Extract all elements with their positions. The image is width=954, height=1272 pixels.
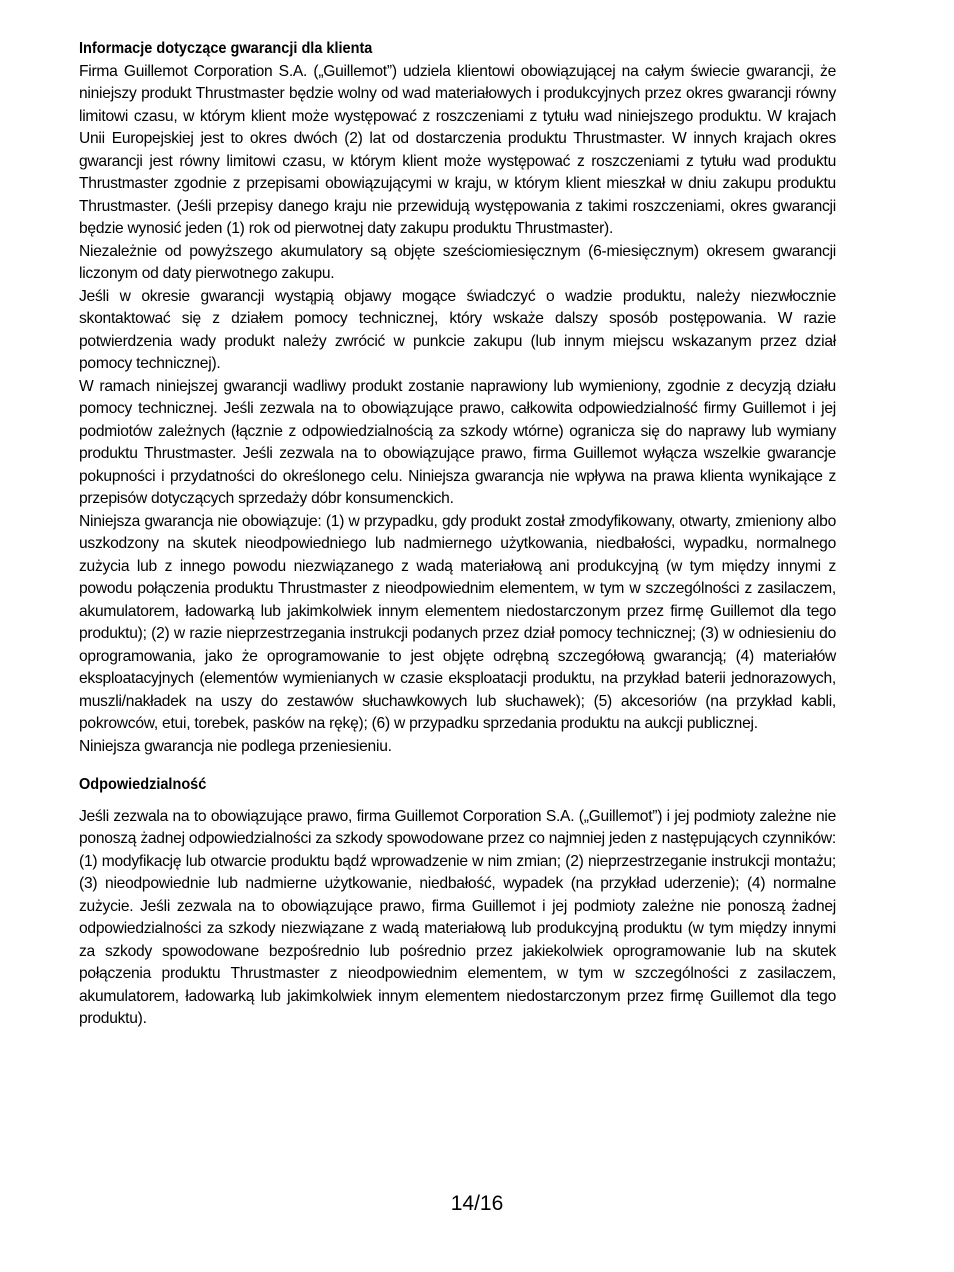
warranty-paragraph-2: Niezależnie od powyższego akumulatory są objęte sześciomiesięcznym (6-miesięcznym) okresem gwarancji liczonym od daty pierwotnego zakupu. — [79, 242, 836, 282]
warranty-paragraph-6: Niniejsza gwarancja nie podlega przeniesieniu. — [79, 737, 392, 755]
warranty-section — [79, 38, 836, 758]
section-spacer — [79, 758, 836, 774]
warranty-paragraph-1: Firma Guillemot Corporation S.A. („Guillemot”) udziela klientowi obowiązującej na całym świecie gwarancji, że niniejszy produkt Thrustmaster będzie wolny od wad materiałowych i produkcyjnych przez okres gwarancji równy limitowi czasu, w którym klient może występować z roszczeniami z tytułu wad niniejszego produktu. W krajach Unii Europejskiej jest to okres dwóch (2) lat od dostarczenia produktu Thrustmaster. W innych krajach okres gwarancji jest równy limitowi czasu, w którym klient może występować z roszczeniami z tytułu wad produktu Thrustmaster zgodnie z przepisami obowiązującymi w kraju, w którym klient mieszkał w dniu zakupu produktu Thrustmaster. (Jeśli przepisy danego kraju nie przewidują występowania z takimi roszczeniami, okres gwarancji będzie wynosić jeden (1) rok od pierwotnej daty zakupu produktu Thrustmaster). — [79, 62, 836, 237]
warranty-paragraph-5: Niniejsza gwarancja nie obowiązuje: (1) w przypadku, gdy produkt został zmodyfikowany, otwarty, zmieniony albo uszkodzony na skutek nieodpowiedniego lub nadmiernego użytkowania, niedbałości, wypadku, normalnego zużycia lub z innego powodu niezwiązanego z wadą materiałową ani produkcyjną (w tym między innymi z powodu połączenia produktu Thrustmaster z nieodpowiednim elementem, w tym w szczególności z zasilaczem, akumulatorem, ładowarką lub jakimkolwiek innym elementem niedostarczonym przez firmę Guillemot dla tego produktu); (2) w razie nieprzestrzegania instrukcji podanych przez dział pomocy technicznej; (3) w odniesieniu do oprogramowania, jako że oprogramowanie to jest objęte odrębną szczegółową gwarancją; (4) materiałów eksploatacyjnych (elementów wymienianych w czasie eksploatacji produktu, na przykład baterii jednorazowych, muszli/nakładek na uszy do zestawów słuchawkowych lub słuchawek); (5) akcesoriów (na przykład kabli, pokrowców, etui, torebek, pasków na rękę); (6) w przypadku sprzedania produktu na aukcji publicznej. — [79, 512, 836, 732]
heading-spacer — [79, 797, 836, 806]
document-page — [79, 38, 836, 1031]
liability-section — [79, 774, 836, 1031]
liability-paragraph-1: Jeśli zezwala na to obowiązujące prawo, firma Guillemot Corporation S.A. („Guillemot”) i jej podmioty zależne nie ponoszą żadnej odpowiedzialności za szkody spowodowane przez co najmniej jeden z następujących czynników: (1) modyfikację lub otwarcie produktu bądź wprowadzenie w nim zmian; (2) nieprzestrzeganie instrukcji montażu; (3) nieodpowiednie lub nadmierne użytkowanie, niedbałość, wypadek (na przykład uderzenie); (4) normalne zużycie. Jeśli zezwala na to obowiązujące prawo, firma Guillemot i jej podmioty zależne nie ponoszą żadnej odpowiedzialności za szkody niezwiązane z wadą materiałową lub produkcyjną produktu (w tym między innymi za szkody spowodowane bezpośrednio lub pośrednio przez jakiekolwiek oprogramowanie lub na skutek połączenia produktu Thrustmaster z nieodpowiednim elementem, w tym w szczególności z zasilaczem, akumulatorem, ładowarką lub jakimkolwiek innym elementem niedostarczonym przez firmę Guillemot dla tego produktu). — [79, 807, 836, 1027]
warranty-heading: Informacje dotyczące gwarancji dla klienta — [79, 40, 373, 57]
warranty-paragraph-4: W ramach niniejszej gwarancji wadliwy produkt zostanie naprawiony lub wymieniony, zgodnie z decyzją działu pomocy technicznej. Jeśli zezwala na to obowiązujące prawo, całkowita odpowiedzialność firmy Guillemot i jej podmiotów zależnych (łącznie z odpowiedzialnością za szkody wtórne) ogranicza się do naprawy lub wymiany produktu Thrustmaster. Jeśli zezwala na to obowiązujące prawo, firma Guillemot wyłącza wszelkie gwarancje pokupności i przydatności do określonego celu. Niniejsza gwarancja nie wpływa na prawa klienta wynikające z przepisów dotyczących sprzedaży dóbr konsumenckich. — [79, 377, 836, 507]
liability-heading: Odpowiedzialność — [79, 776, 207, 793]
page-number: 14/16 — [450, 1192, 504, 1215]
warranty-paragraph-3: Jeśli w okresie gwarancji wystąpią objawy mogące świadczyć o wadzie produktu, należy niezwłocznie skontaktować się z działem pomocy technicznej, który wskaże dalszy sposób postępowania. W razie potwierdzenia wady produkt należy zwrócić w punkcie zakupu (lub innym miejscu wskazanym przez dział pomocy technicznej). — [79, 287, 836, 372]
